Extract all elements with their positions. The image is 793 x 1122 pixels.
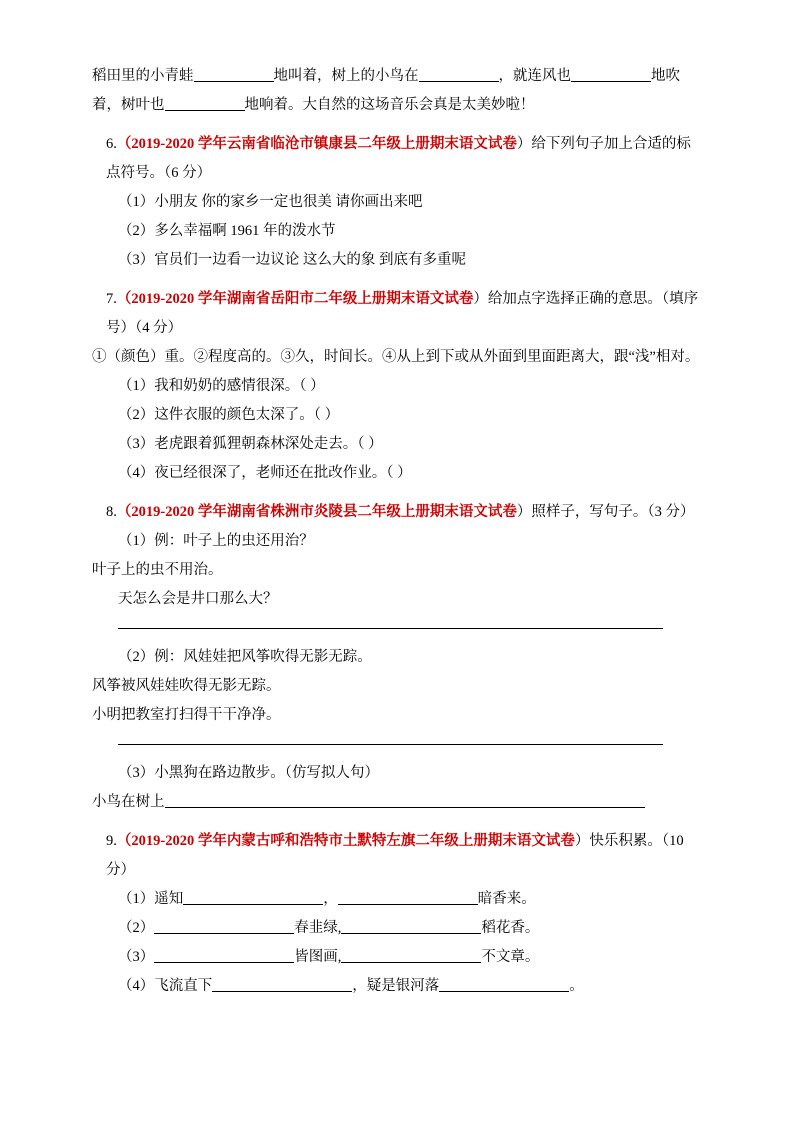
fill-blank[interactable] [212, 991, 352, 992]
question-8-sub1-line1: 叶子上的虫不用治。 [92, 562, 223, 578]
question-8-heading [92, 498, 702, 527]
fill-blank[interactable] [165, 110, 245, 111]
question-9-fill-4 [92, 972, 702, 1001]
fill-blank[interactable] [341, 962, 481, 963]
answer-rule[interactable] [118, 744, 663, 745]
question-7-item-4: （4）夜已经很深了，老师还在批改作业。（ ） [118, 465, 412, 481]
fill-blank[interactable] [419, 81, 499, 82]
question-8-source: （2019-2020 学年湖南省株洲市炎陵县二年级上册期末语文试卷 [116, 504, 517, 520]
question-7-heading [92, 285, 702, 343]
q9-2-mid: 春韭绿, [294, 920, 342, 936]
question-9-fill-2 [92, 914, 702, 943]
q9-4-mid: ，疑是银河落 [352, 978, 440, 994]
intro-seg-5: 地响着。大自然的这场音乐会真是太美妙啦！ [244, 97, 535, 113]
question-8-sub2-line1: 风筝被风娃娃吹得无影无踪。 [92, 678, 281, 694]
question-8-sub3-label: （3）小黑狗在路边散步。（仿写拟人句） [118, 765, 379, 781]
question-6-heading [92, 130, 702, 188]
question-8-number: 8. [106, 504, 117, 520]
q9-4-post: 。 [569, 978, 584, 994]
fill-blank[interactable] [154, 962, 294, 963]
question-8-sub3-trailing-row [92, 788, 702, 817]
fill-blank[interactable] [341, 933, 481, 934]
intro-seg-1: 稻田里的小青蛙 [92, 68, 194, 84]
question-6-prompt: ）给下列句子加上合适的标点符号。（6 分） [106, 136, 691, 181]
question-7-source: （2019-2020 学年湖南省岳阳市二年级上册期末语文试卷 [116, 291, 474, 307]
question-7-note: ①（颜色）重。②程度高的。③久，时间长。④从上到下或从外面到里面距离大，跟“浅”相对。 [92, 349, 700, 365]
q9-3-mid: 皆图画, [294, 949, 342, 965]
question-7-number: 7. [106, 291, 117, 307]
q9-1-mid: ， [323, 891, 338, 907]
fill-blank[interactable] [194, 81, 274, 82]
question-7-item-2: （2）这件衣服的颜色太深了。（ ） [118, 407, 340, 423]
question-9-source: （2019-2020 学年内蒙古呼和浩特市土默特左旗二年级上册期末语文试卷 [116, 833, 575, 849]
question-8-sub2-line2: 小明把教室打扫得干干净净。 [92, 707, 281, 723]
q9-3-pre: （3） [118, 949, 155, 965]
question-8-sub1-label: （1）例：叶子上的虫还用治？ [118, 533, 314, 549]
fill-blank[interactable] [154, 933, 294, 934]
question-7-item-1: （1）我和奶奶的感情很深。（ ） [118, 378, 325, 394]
question-9-fill-1 [92, 885, 702, 914]
answer-blank[interactable] [165, 807, 645, 808]
question-6-source: （2019-2020 学年云南省临沧市镇康县二年级上册期末语文试卷 [116, 136, 517, 152]
fill-blank[interactable] [338, 904, 478, 905]
q9-4-pre: （4）飞流直下 [118, 978, 213, 994]
intro-seg-4: 地吹着，树叶也 [92, 68, 680, 113]
q9-2-pre: （2） [118, 920, 155, 936]
question-6-item-1: （1）小朋友 你的家乡一定也很美 请你画出来吧 [118, 194, 423, 210]
intro-seg-2: 地叫着，树上的小鸟在 [273, 68, 419, 84]
document-content [92, 62, 702, 1001]
question-9-heading [92, 827, 702, 885]
intro-paragraph [92, 62, 702, 120]
q9-1-post: 暗香来。 [477, 891, 536, 907]
answer-rule[interactable] [118, 628, 663, 629]
fill-blank[interactable] [439, 991, 569, 992]
q9-3-post: 不文章。 [481, 949, 540, 965]
question-8-sub3-trailing: 小鸟在树上 [92, 794, 165, 810]
fill-blank[interactable] [183, 904, 323, 905]
fill-blank[interactable] [571, 81, 651, 82]
question-9-prompt: ）快乐积累。（10 分） [106, 833, 684, 878]
question-9-fill-3 [92, 943, 702, 972]
question-9-number: 9. [106, 833, 117, 849]
q9-1-pre: （1）遥知 [118, 891, 184, 907]
question-6-number: 6. [106, 136, 117, 152]
intro-seg-3: ，就连风也 [498, 68, 571, 84]
question-7-prompt: ）给加点字选择正确的意思。（填序号）（4 分） [106, 291, 699, 336]
question-7-item-3: （3）老虎跟着狐狸朝森林深处走去。（ ） [118, 436, 383, 452]
question-8-prompt: ）照样子，写句子。（3 分） [516, 504, 695, 520]
q9-2-post: 稻花香。 [481, 920, 540, 936]
question-8-sub2-label: （2）例：风娃娃把风筝吹得无影无踪。 [118, 649, 372, 665]
question-6-item-3: （3）官员们一边看一边议论 这么大的象 到底有多重呢 [118, 252, 466, 268]
question-8-sub1-line2: 天怎么会是井口那么大？ [118, 591, 278, 607]
question-6-item-2: （2）多么幸福啊 1961 年的泼水节 [118, 223, 336, 239]
